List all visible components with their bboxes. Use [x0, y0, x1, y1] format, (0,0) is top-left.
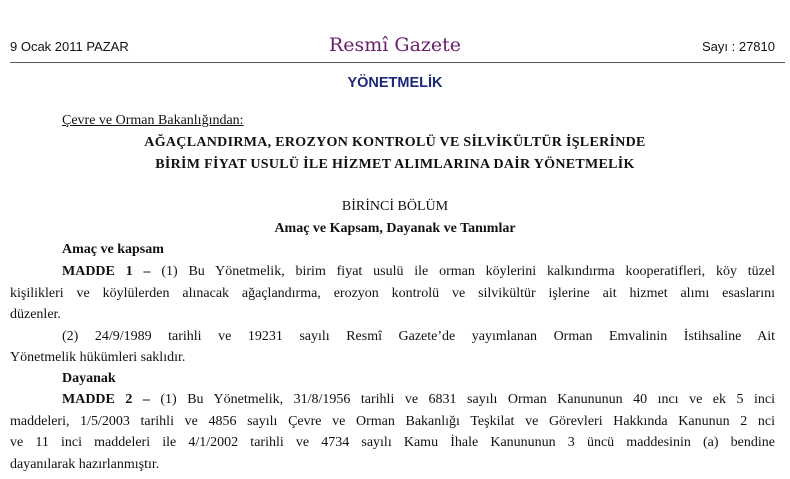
document-type: YÖNETMELİK: [347, 75, 443, 91]
section-subtitle: Amaç ve Kapsam, Dayanak ve Tanımlar: [274, 221, 516, 236]
publication-name: Resmî Gazete: [328, 34, 462, 56]
regulation-title-line-1: AĞAÇLANDIRMA, EROZYON KONTROLÜ VE SİLVİKÜLTÜR İŞLERİNDE: [144, 135, 646, 150]
header-divider: [10, 62, 785, 63]
article-1-line-4: (2) 24/9/1989 tarihli ve 19231 sayılı Resmî Gazete’de yayımlanan Orman Emvalinin İstihsaline Ait: [62, 329, 775, 344]
article-1-line-1: [62, 264, 775, 280]
article-1-text-1: (1) Bu Yönetmelik, birim fiyat usulü ile orman köylerini kalkındırma kooperatifleri, köy tüzel: [161, 264, 775, 279]
article-2-label: MADDE 2 –: [62, 392, 150, 407]
article-2-line-3: ve 11 inci maddeleri ile 4/1/2002 tarihli ve 4734 sayılı Kamu İhale Kanununun 3 üncü maddesinin (a) bendine: [10, 435, 775, 450]
article-1-line-2: kişilikleri ve köylülerden alınacak ağaçlandırma, erozyon kontrolü ve silvikültür işlerine ait hizmet alımı esaslarını: [10, 286, 775, 301]
article-2-line-2: maddeleri, 1/5/2003 tarihli ve 4856 sayılı Çevre ve Orman Bakanlığı Teşkilat ve Görevleri Hakkında Kanunun 2 nci: [10, 414, 775, 429]
article-2-heading: Dayanak: [62, 371, 116, 386]
issuing-ministry: Çevre ve Orman Bakanlığından:: [62, 113, 244, 128]
article-2-line-4: dayanılarak hazırlanmıştır.: [10, 457, 160, 472]
issue-number: Sayı : 27810: [702, 39, 775, 54]
article-1-line-3: düzenler.: [10, 307, 61, 322]
article-2-text-1: (1) Bu Yönetmelik, 31/8/1956 tarihli ve 6831 sayılı Orman Kanununun 40 ıncı ve ek 5 inci: [160, 392, 775, 407]
article-1-heading: Amaç ve kapsam: [62, 242, 164, 257]
regulation-title-line-2: BİRİM FİYAT USULÜ İLE HİZMET ALIMLARINA DAİR YÖNETMELİK: [155, 157, 635, 172]
section-title: BİRİNCİ BÖLÜM: [341, 199, 449, 214]
issue-date: 9 Ocak 2011 PAZAR: [10, 39, 129, 54]
article-2-line-1: [62, 392, 775, 408]
article-1-label: MADDE 1 –: [62, 264, 151, 279]
article-1-line-5: Yönetmelik hükümleri saklıdır.: [10, 350, 186, 365]
